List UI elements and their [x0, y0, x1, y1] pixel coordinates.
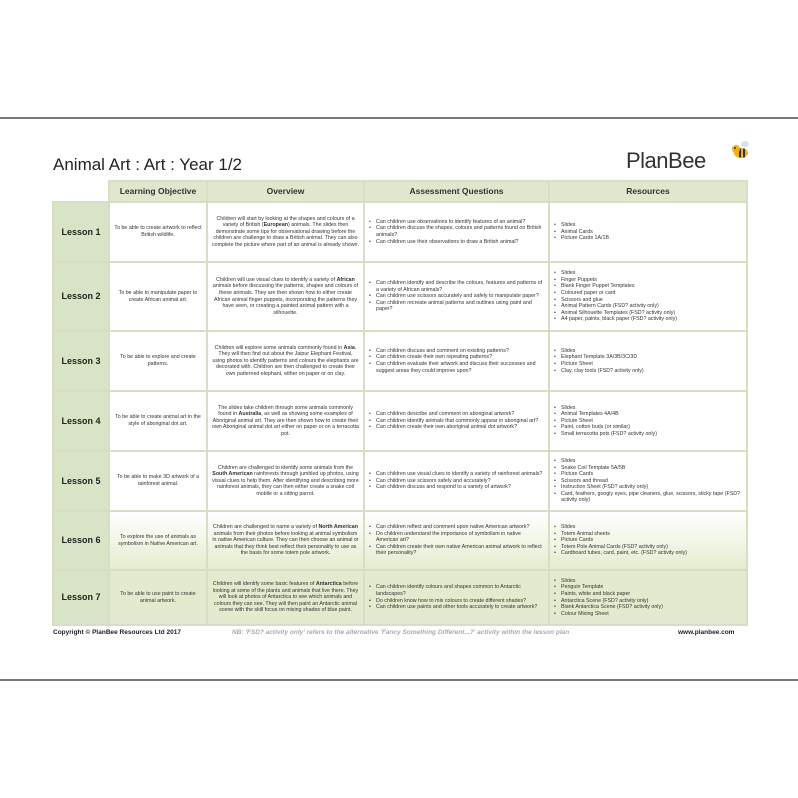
assessment-questions [364, 331, 549, 391]
resources [549, 262, 747, 331]
question-item: • Can children evaluate their artwork and discuss their successes and suggest areas they could improve upon? [369, 361, 544, 374]
website-link[interactable]: www.planbee.com [678, 629, 735, 636]
learning-objective: To be able to use paint to create animal artwork. [109, 570, 207, 625]
overview [207, 202, 364, 262]
assessment-questions [364, 570, 549, 625]
resource-item: • Paints, white and black paper [554, 591, 742, 598]
resource-item: • Picture Cards 1A/1B [554, 235, 742, 242]
resource-item: • Picture Sheet [554, 418, 742, 425]
learning-objective: To be able to manipulate paper to create African animal art. [109, 262, 207, 331]
resource-item: • Animal Silhouette Templates (FSD? activity only) [554, 310, 742, 317]
bee-icon [730, 139, 752, 161]
assessment-questions [364, 262, 549, 331]
resource-item: • Cardboard tubes, card, paint, etc. (FSD? activity only) [554, 550, 742, 557]
overview-text: Children are challenged to identify some animals from the [217, 464, 354, 471]
overview-text: rainforests through jumbled up photos, using visual clues to help them. After identifying and describing more rainforest animals, they can then either create a snake coil mobile or a sitting parrot. [212, 471, 359, 497]
resource-item: • Animal Templates 4A/4B [554, 411, 742, 418]
overview-region: North American [318, 524, 358, 531]
lesson-row [53, 511, 747, 570]
lesson-label: Lesson 7 [53, 570, 109, 625]
resource-item: • Colour Mixing Sheet [554, 611, 742, 618]
overview-text: before looking at some of the plants and animals that live there. They will look at photos of Antarctica to see which animals and colours they can see. They will then paint an Antarctic animal scene with the skill focus on mixing shades of blue paint. [212, 581, 359, 614]
overview-text: The slides take children through some animals commonly found in [218, 404, 353, 418]
header-resources: Resources [549, 181, 747, 202]
overview [207, 511, 364, 570]
question-item: • Can children use scissors accurately and safely to manipulate paper? [369, 293, 544, 300]
lesson-plan-table [52, 180, 748, 626]
assessment-questions [364, 451, 549, 511]
corner-cell [53, 181, 109, 202]
overview [207, 391, 364, 451]
overview [207, 262, 364, 331]
overview-region: South American [212, 471, 253, 478]
resource-item: • Blank Antarctica Scene (FSD? activity only) [554, 604, 742, 611]
resource-item: • Animal Cards [554, 229, 742, 236]
question-item: • Can children use paints and other tools accurately to create artwork? [369, 604, 544, 611]
assessment-questions [364, 511, 549, 570]
lesson-row [53, 451, 747, 511]
question-item: • Can children recreate animal patterns and outlines using paint and paper? [369, 300, 544, 313]
resource-item: • Coloured paper or card [554, 290, 742, 297]
resource-item: • Penguin Template [554, 584, 742, 591]
question-item: • Can children reflect and comment upon native American artwork? [369, 524, 544, 531]
resource-item: • Paint, cotton buds (or similar) [554, 424, 742, 431]
resource-item: • Totem Pole Animal Cards (FSD? activity only) [554, 544, 742, 551]
lesson-label: Lesson 6 [53, 511, 109, 570]
resource-item: • Antarctica Scene (FSD? activity only) [554, 598, 742, 605]
planbee-logo: PlanBee [626, 148, 706, 173]
resource-item: • Picture Cards [554, 471, 742, 478]
resource-item: • Finger Puppets [554, 277, 742, 284]
question-item: • Do children understand the importance of symbolism in native American art? [369, 531, 544, 544]
learning-objective: To be able to create artwork to reflect British wildlife. [109, 202, 207, 262]
question-item: • Can children use visual clues to identify a variety of rainforest animals? [369, 471, 544, 478]
resource-item: • Slides [554, 524, 742, 531]
overview-text: Children will identify some basic features of [212, 581, 316, 588]
learning-objective: To be able to make 3D artwork of a rainforest animal. [109, 451, 207, 511]
header-overview: Overview [207, 181, 364, 202]
question-item: • Can children use scissors safely and accurately? [369, 478, 544, 485]
overview-region: Australia [238, 411, 262, 418]
resource-item: • Picture Sheet [554, 361, 742, 368]
resource-item: • Snake Coil Template 5A/5B [554, 465, 742, 472]
question-item: • Can children create their own repeating patterns? [369, 354, 544, 361]
resource-item: • Animal Pattern Cards (FSD? activity only) [554, 303, 742, 310]
question-item: • Can children use their observations to draw a British animal? [369, 239, 544, 246]
resource-item: • Elephant Template 3A/3B/3C/3D [554, 354, 742, 361]
overview-text: animals before discussing the patterns, shapes and colours of these animals. They are then shown how to either create African animal finger puppets, incorporating the patterns they have seen, or creating a painted animal pattern with a silhouette. [212, 283, 359, 316]
question-item: • Can children create their own aboriginal animal dot artwork? [369, 424, 544, 431]
resources [549, 511, 747, 570]
overview-text: Children will explore some animals commonly found in [214, 344, 344, 351]
overview-region: African [336, 276, 355, 283]
resource-item: • Small terracotta pots (FSD? activity only) [554, 431, 742, 438]
lesson-row [53, 202, 747, 262]
overview-text: animals from their photos before looking at animal symbolism in native American culture. They can then choose an animal or animals that they think best reflect their personality to use as the basis for some totem pole artwork. [212, 530, 359, 557]
resource-item: • Slides [554, 270, 742, 277]
lesson-label: Lesson 4 [53, 391, 109, 451]
resource-item: • Slides [554, 578, 742, 585]
overview [207, 451, 364, 511]
overview [207, 570, 364, 625]
question-item: • Can children identify colours and shapes common to Antarctic landscapes? [369, 584, 544, 597]
header-learning-objective: Learning Objective [109, 181, 207, 202]
overview-text: Children will start by looking at the shapes and colours of a variety of British ( [216, 215, 355, 229]
resources [549, 391, 747, 451]
header-assessment-questions: Assessment Questions [364, 181, 549, 202]
resources [549, 451, 747, 511]
learning-objective: To be able to explore and create patterns. [109, 331, 207, 391]
lesson-row [53, 262, 747, 331]
question-item: • Can children describe and comment on aboriginal artwork? [369, 411, 544, 418]
resource-item: • Totem Animal sheets [554, 531, 742, 538]
question-item: • Can children use observations to identify features of an animal? [369, 219, 544, 226]
copyright: Copyright © PlanBee Resources Ltd 2017 [53, 629, 181, 636]
resource-item: • Scissors and glue [554, 297, 742, 304]
resources [549, 202, 747, 262]
page-title: Animal Art : Art : Year 1/2 [53, 155, 242, 174]
resource-item: • Instruction Sheet (FSD? activity only) [554, 484, 742, 491]
lesson-label: Lesson 1 [53, 202, 109, 262]
overview-text: . They will then find out about the Jaipur Elephant Festival, using photos to identify patterns and colours the elephants are decorated with. Children are then challenged to create their own patterned elephant, either on paper or on clay. [212, 344, 359, 377]
resource-item: • Picture Cards [554, 537, 742, 544]
overview-text: Children will use visual clues to identify a variety of [216, 276, 337, 283]
lesson-label: Lesson 5 [53, 451, 109, 511]
resource-item: • Blank Finger Puppet Templates [554, 283, 742, 290]
resource-item: • Clay, clay tools (FSD? activity only) [554, 368, 742, 375]
overview-region: European [263, 222, 289, 229]
overview [207, 331, 364, 391]
resource-item: • Scissors and thread [554, 478, 742, 485]
overview-region: Asia [343, 344, 355, 351]
resources [549, 570, 747, 625]
resource-item: • A4 paper, paints, black paper (FSD? activity only) [554, 316, 742, 323]
lesson-row [53, 391, 747, 451]
lesson-row [53, 331, 747, 391]
overview-region: Antarctica [315, 581, 342, 588]
assessment-questions [364, 202, 549, 262]
resources [549, 331, 747, 391]
fsd-note: NB: 'FSD? activity only' refers to the alternative 'Fancy Something Different...?' activity within the lesson plan [232, 629, 570, 636]
lesson-label: Lesson 3 [53, 331, 109, 391]
overview-text: ) animals. The slides then demonstrate some tips for observational drawing before the children are challenge to draw a British animal. They can also complete the picture where part of an animal is already shown. [212, 222, 359, 248]
question-item: • Can children identify animals that commonly appear in aboriginal art? [369, 418, 544, 425]
resource-item: • Card, feathers, googly eyes, pipe cleaners, glue, scissors, sticky tape (FSD? activity only) [554, 491, 742, 504]
question-item: • Can children create their own native American animal artwork to reflect their personality? [369, 544, 544, 557]
resource-item: • Slides [554, 222, 742, 229]
question-item: • Can children discuss the shapes, colours and patterns found on British animals? [369, 225, 544, 238]
overview-text: Children are challenged to name a variety of [213, 524, 319, 531]
resource-item: • Slides [554, 458, 742, 465]
resource-item: • Slides [554, 348, 742, 355]
assessment-questions [364, 391, 549, 451]
resource-item: • Slides [554, 405, 742, 412]
learning-objective: To explore the use of animals as symbolism in Native American art. [109, 511, 207, 570]
question-item: • Can children identify and describe the colours, features and patterns of a variety of African animals? [369, 280, 544, 293]
overview-text: , as well as showing some examples of Aboriginal animal art. They are then shown how to create their own Aboriginal animal dot art either on paper or on a terracotta pot. [212, 411, 359, 437]
question-item: • Can children discuss and respond to a variety of artwork? [369, 484, 544, 491]
learning-objective: To be able to create animal art in the style of aboriginal dot art. [109, 391, 207, 451]
lesson-label: Lesson 2 [53, 262, 109, 331]
lesson-row [53, 570, 747, 625]
question-item: • Can children discuss and comment on existing patterns? [369, 348, 544, 355]
question-item: • Do children know how to mix colours to create different shades? [369, 598, 544, 605]
